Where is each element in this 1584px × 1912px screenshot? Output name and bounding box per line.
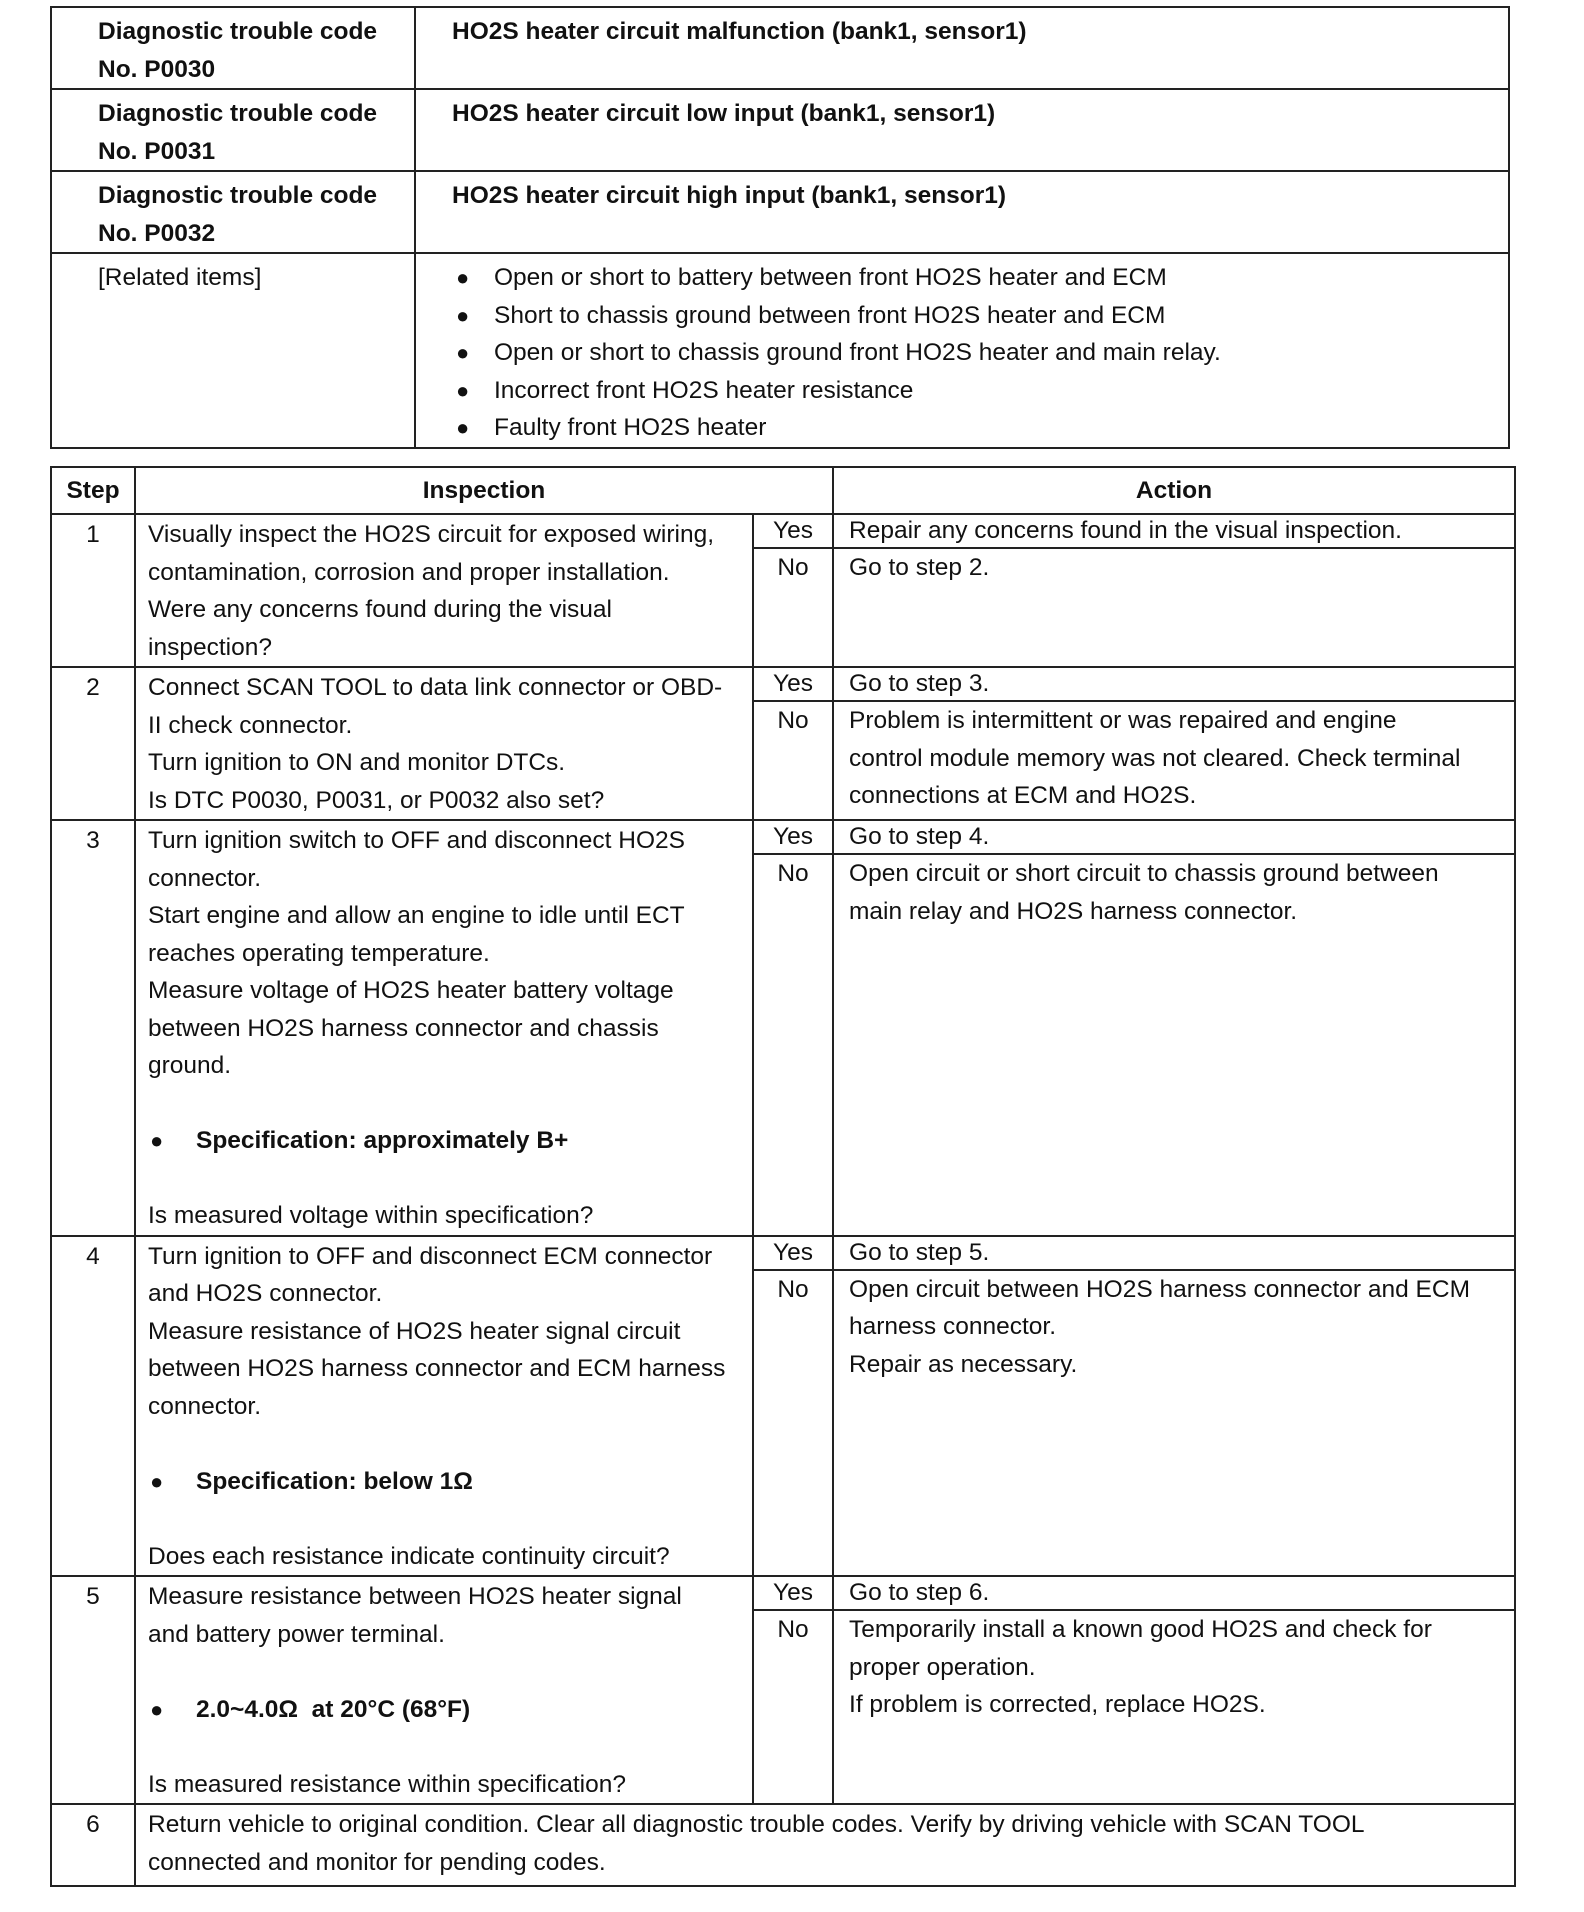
diagnostic-step-table bbox=[50, 466, 1516, 1887]
no-action-line: Temporarily install a known good HO2S and check for bbox=[849, 1616, 1432, 1643]
step-inspection bbox=[135, 667, 753, 820]
dtc-row bbox=[51, 89, 1509, 171]
related-item bbox=[456, 297, 1498, 335]
specification bbox=[150, 1691, 744, 1729]
specification-text: Specification: approximately B+ bbox=[196, 1127, 569, 1154]
inspection-line: ground. bbox=[148, 1052, 232, 1079]
bullet-icon: ● bbox=[456, 415, 470, 440]
yes-label: Yes bbox=[754, 821, 832, 855]
inspection-line: Is DTC P0030, P0031, or P0032 also set? bbox=[148, 786, 605, 814]
no-label: No bbox=[777, 1275, 809, 1303]
no-action-line: If problem is corrected, replace HO2S. bbox=[849, 1691, 1266, 1718]
inspection-line: II check connector. bbox=[148, 711, 353, 739]
inspection-line: and HO2S connector. bbox=[148, 1280, 383, 1307]
inspection-line: Were any concerns found during the visual bbox=[148, 596, 612, 623]
inspection-line: between HO2S harness connector and ECM harness bbox=[148, 1355, 726, 1382]
specification bbox=[150, 1122, 744, 1160]
step-action bbox=[833, 820, 1515, 1236]
header-action: Action bbox=[833, 467, 1515, 514]
no-action bbox=[834, 702, 1514, 815]
step-table-header bbox=[51, 467, 1515, 514]
dtc-row bbox=[51, 7, 1509, 89]
header-step: Step bbox=[51, 467, 135, 514]
related-item bbox=[456, 372, 1498, 410]
no-label: No bbox=[777, 1616, 809, 1643]
inspection-line: Visually inspect the HO2S circuit for exposed wiring, bbox=[148, 521, 715, 548]
dtc-label-line: Diagnostic trouble code bbox=[98, 100, 378, 127]
inspection-line: inspection? bbox=[148, 633, 272, 661]
yes-action: Go to step 4. bbox=[834, 821, 1514, 855]
dtc-description: HO2S heater circuit malfunction (bank1, sensor1) bbox=[415, 7, 1509, 89]
no-action bbox=[834, 855, 1514, 930]
related-item bbox=[456, 259, 1498, 297]
step-inspection bbox=[135, 514, 753, 667]
specification-text: Specification: below 1Ω bbox=[196, 1467, 473, 1495]
no-action bbox=[834, 1611, 1514, 1724]
inspection-question: Is measured voltage within specification? bbox=[148, 1202, 594, 1229]
inspection-line: Start engine and allow an engine to idle until ECT bbox=[148, 902, 685, 929]
related-item-text: Short to chassis ground between front HO2S heater and ECM bbox=[494, 301, 1166, 329]
related-item bbox=[456, 334, 1498, 372]
dtc-code: No. P0031 bbox=[98, 137, 216, 165]
no-label: No bbox=[777, 860, 809, 887]
yes-label: Yes bbox=[754, 1237, 832, 1271]
step-number: 5 bbox=[51, 1576, 135, 1804]
dtc-description: HO2S heater circuit low input (bank1, sensor1) bbox=[415, 89, 1509, 171]
final-step-text bbox=[135, 1804, 1515, 1886]
step-number: 2 bbox=[51, 667, 135, 820]
step-number: 3 bbox=[51, 820, 135, 1236]
step-number: 6 bbox=[51, 1804, 135, 1886]
bullet-icon: ● bbox=[456, 377, 470, 403]
yes-action: Go to step 3. bbox=[834, 668, 1514, 702]
no-action-line: Go to step 2. bbox=[849, 554, 990, 581]
no-action-line: Open circuit or short circuit to chassis ground between bbox=[849, 860, 1439, 887]
step-row bbox=[51, 820, 1515, 1236]
dtc-label-line: Diagnostic trouble code bbox=[98, 18, 378, 45]
no-label: No bbox=[777, 707, 809, 734]
dtc-label bbox=[51, 89, 415, 171]
step-yes-no bbox=[753, 1236, 833, 1577]
dtc-label bbox=[51, 7, 415, 89]
no-action bbox=[834, 549, 1514, 587]
no-action-line: Problem is intermittent or was repaired and engine bbox=[849, 707, 1397, 734]
bullet-icon: ● bbox=[456, 302, 470, 328]
final-line: Return vehicle to original condition. Clear all diagnostic trouble codes. Verify by driving vehicle with SCAN TOOL bbox=[148, 1811, 1365, 1838]
step-row bbox=[51, 667, 1515, 820]
dtc-header-table bbox=[50, 6, 1510, 449]
yes-action: Go to step 5. bbox=[834, 1237, 1514, 1271]
bullet-icon: ● bbox=[456, 265, 470, 290]
bullet-icon: ● bbox=[150, 1468, 164, 1494]
inspection-line: Turn ignition to OFF and disconnect ECM connector bbox=[148, 1242, 713, 1270]
yes-label: Yes bbox=[754, 515, 832, 549]
no-action-line: harness connector. bbox=[849, 1313, 1057, 1340]
inspection-line: connector. bbox=[148, 1392, 262, 1420]
step-yes-no bbox=[753, 667, 833, 820]
inspection-line: Turn ignition to ON and monitor DTCs. bbox=[148, 749, 566, 776]
inspection-line: Measure resistance between HO2S heater signal bbox=[148, 1583, 682, 1610]
inspection-line: Turn ignition switch to OFF and disconnect HO2S bbox=[148, 827, 685, 854]
related-item-text: Open or short to chassis ground front HO2S heater and main relay. bbox=[494, 339, 1221, 366]
yes-action: Go to step 6. bbox=[834, 1577, 1514, 1611]
inspection-question: Does each resistance indicate continuity circuit? bbox=[148, 1542, 670, 1570]
step-row bbox=[51, 1576, 1515, 1804]
no-action bbox=[834, 1271, 1514, 1384]
no-action-line: proper operation. bbox=[849, 1653, 1036, 1681]
related-items-label: [Related items] bbox=[51, 253, 415, 448]
specification-text: 2.0~4.0Ω at 20°C (68°F) bbox=[196, 1695, 471, 1723]
related-items-row bbox=[51, 253, 1509, 448]
inspection-question: Is measured resistance within specification? bbox=[148, 1770, 626, 1798]
yes-label: Yes bbox=[754, 1577, 832, 1611]
step-number: 1 bbox=[51, 514, 135, 667]
inspection-line: between HO2S harness connector and chassis bbox=[148, 1014, 659, 1042]
step-action bbox=[833, 1236, 1515, 1577]
inspection-line: and battery power terminal. bbox=[148, 1620, 445, 1648]
no-action-line: Repair as necessary. bbox=[849, 1350, 1078, 1378]
step-action bbox=[833, 514, 1515, 667]
related-item bbox=[456, 409, 1498, 447]
step-row-final bbox=[51, 1804, 1515, 1886]
step-inspection bbox=[135, 1236, 753, 1577]
step-yes-no bbox=[753, 820, 833, 1236]
final-line: connected and monitor for pending codes. bbox=[148, 1848, 606, 1876]
no-action-line: connections at ECM and HO2S. bbox=[849, 782, 1197, 809]
dtc-code: No. P0032 bbox=[98, 219, 216, 247]
inspection-line: connector. bbox=[148, 864, 262, 892]
no-action-line: main relay and HO2S harness connector. bbox=[849, 897, 1298, 925]
dtc-label bbox=[51, 171, 415, 253]
step-yes-no bbox=[753, 1576, 833, 1804]
no-action-line: control module memory was not cleared. Check terminal bbox=[849, 744, 1461, 772]
related-item-text: Open or short to battery between front HO2S heater and ECM bbox=[494, 264, 1167, 291]
inspection-line: Measure voltage of HO2S heater battery voltage bbox=[148, 977, 674, 1004]
bullet-icon: ● bbox=[150, 1696, 164, 1722]
no-label: No bbox=[777, 554, 809, 581]
specification bbox=[150, 1463, 744, 1501]
dtc-description: HO2S heater circuit high input (bank1, sensor1) bbox=[415, 171, 1509, 253]
step-row bbox=[51, 514, 1515, 667]
step-row bbox=[51, 1236, 1515, 1577]
step-action bbox=[833, 667, 1515, 820]
step-inspection bbox=[135, 820, 753, 1236]
bullet-icon: ● bbox=[456, 340, 470, 365]
related-items-list bbox=[415, 253, 1509, 448]
header-inspection: Inspection bbox=[135, 467, 833, 514]
inspection-line: contamination, corrosion and proper installation. bbox=[148, 558, 670, 586]
dtc-label-line: Diagnostic trouble code bbox=[98, 182, 378, 209]
yes-action: Repair any concerns found in the visual inspection. bbox=[834, 515, 1514, 549]
no-action-line: Open circuit between HO2S harness connector and ECM bbox=[849, 1275, 1470, 1303]
yes-label: Yes bbox=[754, 668, 832, 702]
related-item-text: Faulty front HO2S heater bbox=[494, 414, 767, 441]
bullet-icon: ● bbox=[150, 1128, 164, 1153]
inspection-line: Connect SCAN TOOL to data link connector or OBD- bbox=[148, 674, 723, 701]
step-yes-no bbox=[753, 514, 833, 667]
dtc-row bbox=[51, 171, 1509, 253]
step-inspection bbox=[135, 1576, 753, 1804]
dtc-code: No. P0030 bbox=[98, 55, 216, 83]
inspection-line: reaches operating temperature. bbox=[148, 939, 490, 967]
inspection-line: Measure resistance of HO2S heater signal circuit bbox=[148, 1317, 681, 1345]
step-number: 4 bbox=[51, 1236, 135, 1577]
step-action bbox=[833, 1576, 1515, 1804]
related-item-text: Incorrect front HO2S heater resistance bbox=[494, 376, 914, 404]
